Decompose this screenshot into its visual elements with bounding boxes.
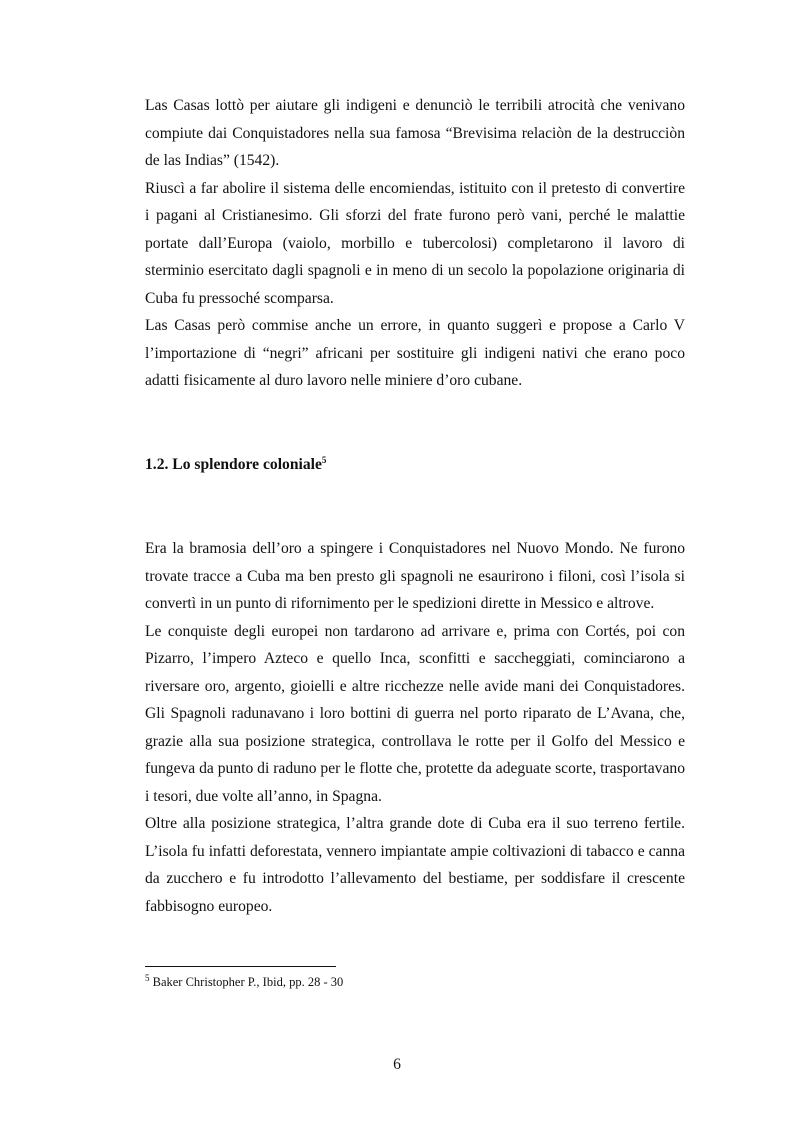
paragraph: Las Casas però commise anche un errore, in quanto suggerì e propose a Carlo V l’importazione di “negri” africani per sostituire gli indigeni nativi che erano poco adatti fisicamente al duro lavoro nelle miniere d’oro cubane. <box>145 317 685 389</box>
page-number: 6 <box>393 1056 401 1073</box>
section-body-text <box>145 535 685 920</box>
section-intro-text <box>145 92 685 395</box>
footnote-reference: 5 <box>321 454 327 465</box>
footnote-divider <box>145 966 336 967</box>
paragraph: Las Casas lottò per aiutare gli indigeni e denunciò le terribili atrocità che venivano compiute dai Conquistadores nella sua famosa “Brevisima relaciòn de la destrucciòn de las Indias” (1542). <box>145 97 685 169</box>
paragraph: Oltre alla posizione strategica, l’altra grande dote di Cuba era il suo terreno fertile. L’isola fu infatti deforestata, vennero impiantate ampie coltivazioni di tabacco e canna da zucchero e fu introdotto l’allevamento del bestiame, per soddisfare il crescente fabbisogno europeo. <box>145 815 685 915</box>
section-heading-text: 1.2. Lo splendore coloniale <box>145 456 322 473</box>
paragraph: Era la bramosia dell’oro a spingere i Conquistadores nel Nuovo Mondo. Ne furono trovate tracce a Cuba ma ben presto gli spagnoli ne esaurirono i filoni, così l’isola si convertì in un punto di rifornimento per le spedizioni dirette in Messico e altrove. <box>145 540 685 612</box>
section-heading <box>145 453 326 477</box>
footnote <box>145 974 343 990</box>
paragraph: Riuscì a far abolire il sistema delle encomiendas, istituito con il pretesto di convertire i pagani al Cristianesimo. Gli sforzi del frate furono però vani, perché le malattie portate dall’Europa (vaiolo, morbillo e tubercolosi) completarono il lavoro di sterminio esercitato dagli spagnoli e in meno di un secolo la popolazione originaria di Cuba fu pressoché scomparsa. <box>145 179 685 307</box>
footnote-number: 5 <box>145 972 150 983</box>
paragraph: Le conquiste degli europei non tardarono ad arrivare e, prima con Cortés, poi con Pizarro, l’impero Azteco e quello Inca, sconfitti e saccheggiati, cominciarono a riversare oro, argento, gioielli e altre ricchezze nelle avide mani dei Conquistadores. Gli Spagnoli radunavano i loro bottini di guerra nel porto riparato de L’Avana, che, grazie alla sua posizione strategica, controllava le rotte per il Golfo del Messico e fungeva da punto di raduno per le flotte che, protette da adeguate scorte, trasportavano i tesori, due volte all’anno, in Spagna. <box>145 622 685 805</box>
footnote-text: Baker Christopher P., Ibid, pp. 28 - 30 <box>149 975 344 989</box>
